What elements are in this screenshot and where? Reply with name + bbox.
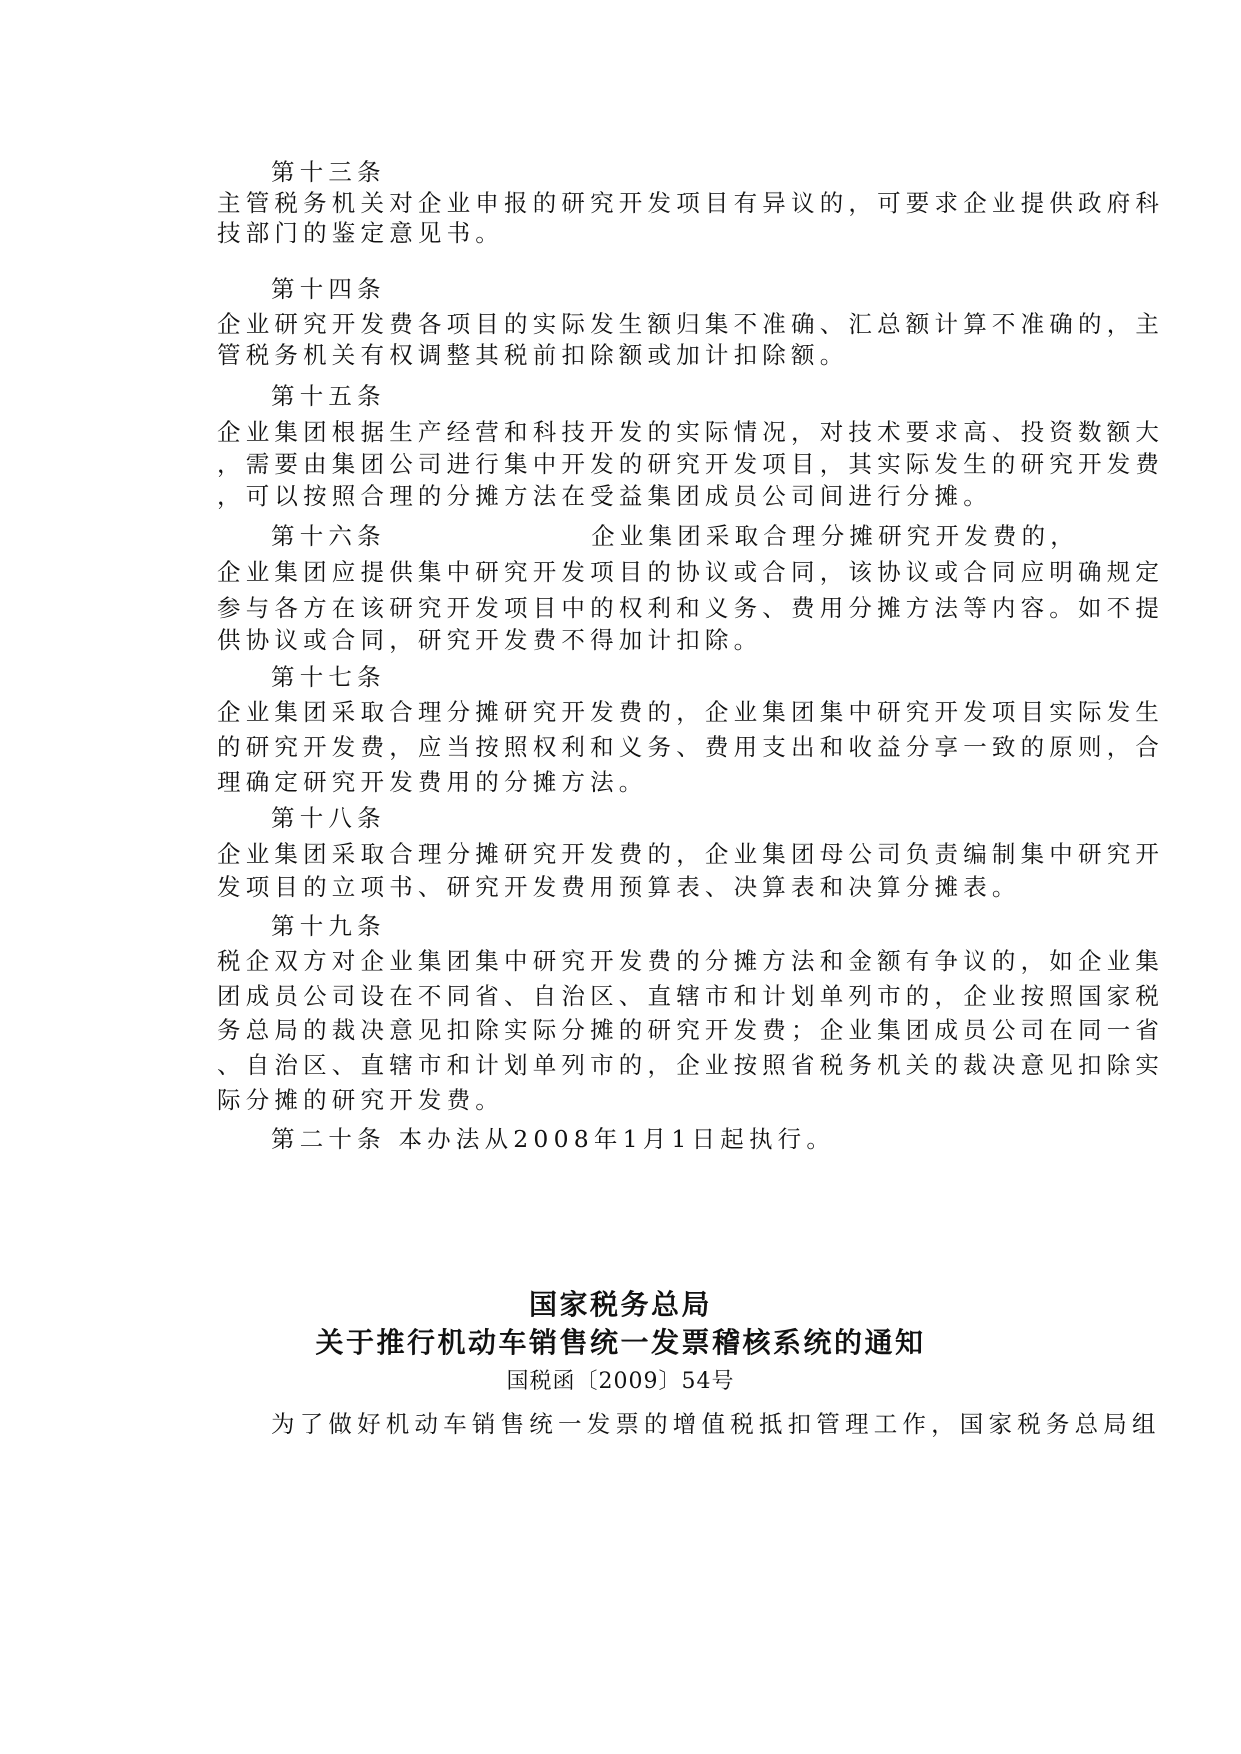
notice-first-line: 为了做好机动车销售统一发票的增值税抵扣管理工作，国家税务总局组 [271,1410,1161,1438]
article-18-line-1: 企业集团采取合理分摊研究开发费的，企业集团母公司负责编制集中研究开 [217,840,1165,868]
article-19-line-2: 团成员公司设在不同省、自治区、直辖市和计划单列市的，企业按照国家税 [217,982,1165,1010]
article-19-heading: 第十九条 [271,912,386,940]
article-17-line-1: 企业集团采取合理分摊研究开发费的，企业集团集中研究开发项目实际发生 [217,698,1165,726]
article-15-line-1: 企业集团根据生产经营和科技开发的实际情况，对技术要求高、投资数额大 [217,418,1165,446]
article-19-line-3: 务总局的裁决意见扣除实际分摊的研究开发费；企业集团成员公司在同一省 [217,1016,1165,1044]
article-15-line-2: ，需要由集团公司进行集中开发的研究开发项目，其实际发生的研究开发费 [217,450,1165,478]
article-17-line-2: 的研究开发费，应当按照权利和义务、费用支出和收益分享一致的原则，合 [217,733,1165,761]
article-15-line-3: ，可以按照合理的分摊方法在受益集团成员公司间进行分摊。 [217,482,992,510]
article-13-line-1: 主管税务机关对企业申报的研究开发项目有异议的，可要求企业提供政府科 [217,189,1165,217]
notice-doc-number: 国税函〔2009〕54号 [506,1369,735,1394]
article-17-line-3: 理确定研究开发费用的分摊方法。 [217,768,648,796]
article-20: 第二十条 本办法从2008年1月1日起执行。 [271,1125,836,1153]
article-18-line-2: 发项目的立项书、研究开发费用预算表、决算表和决算分摊表。 [217,873,1021,901]
notice-issuer: 国家税务总局 [528,1288,712,1321]
article-16-line-3: 供协议或合同，研究开发费不得加计扣除。 [217,626,763,654]
notice-title: 关于推行机动车销售统一发票稽核系统的通知 [315,1326,926,1359]
article-17-heading: 第十七条 [271,663,386,691]
article-19-line-4: 、自治区、直辖市和计划单列市的，企业按照省税务机关的裁决意见扣除实 [217,1051,1165,1079]
article-18-heading: 第十八条 [271,804,386,832]
article-16-heading-tail: 企业集团采取合理分摊研究开发费的， [591,522,1079,550]
article-14-heading: 第十四条 [271,275,386,303]
article-16-line-2: 参与各方在该研究开发项目中的权利和义务、费用分摊方法等内容。如不提 [217,594,1165,622]
article-19-line-5: 际分摊的研究开发费。 [217,1086,504,1114]
article-16-line-1: 企业集团应提供集中研究开发项目的协议或合同，该协议或合同应明确规定 [217,558,1165,586]
article-14-line-1: 企业研究开发费各项目的实际发生额归集不准确、汇总额计算不准确的，主 [217,310,1165,338]
article-13-heading: 第十三条 [271,158,386,186]
article-16-heading: 第十六条 [271,522,386,550]
article-19-line-1: 税企双方对企业集团集中研究开发费的分摊方法和金额有争议的，如企业集 [217,947,1165,975]
article-15-heading: 第十五条 [271,382,386,410]
article-14-line-2: 管税务机关有权调整其税前扣除额或加计扣除额。 [217,341,849,369]
article-13-line-2: 技部门的鉴定意见书。 [217,219,504,247]
